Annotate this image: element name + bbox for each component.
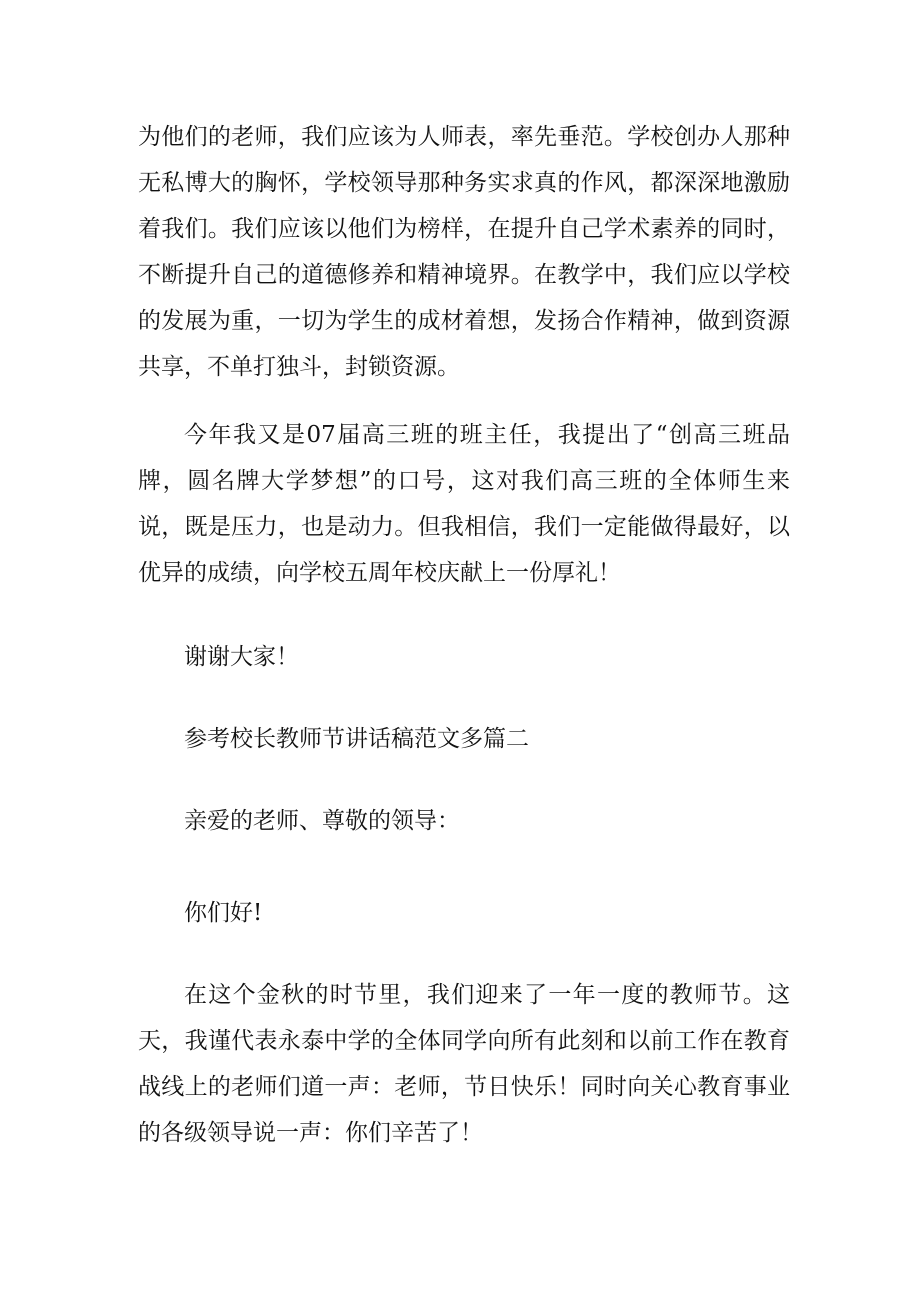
salutation: 亲爱的老师、尊敬的领导： <box>184 808 460 834</box>
section-heading: 参考校长教师节讲话稿范文多篇二 <box>184 726 529 752</box>
paragraph-class-goal: 今年我又是07届高三班的班主任，我提出了“创高三班品牌，圆名牌大学梦想”的口号，这对我们高三班的全体师生来说，既是压力，也是动力。但我相信，我们一定能做得最好，以优异的成绩，向学校五周年校庆献上一份厚礼！ <box>138 422 790 586</box>
greeting: 你们好! <box>184 900 263 926</box>
paragraph-continuation: 为他们的老师，我们应该为人师表，率先垂范。学校创办人那种无私博大的胸怀，学校领导那种务实求真的作风，都深深地激励着我们。我们应该以他们为榜样，在提升自己学术素养的同时，不断提升自己的道德修养和精神境界。在教学中，我们应以学校的发展为重，一切为学生的成材着想，发扬合作精神，做到资源共享，不单打独斗，封锁资源。 <box>138 124 790 380</box>
paragraph-thanks: 谢谢大家！ <box>184 644 299 670</box>
paragraph-teachers-day: 在这个金秋的时节里，我们迎来了一年一度的教师节。这天，我谨代表永泰中学的全体同学向所有此刻和以前工作在教育战线上的老师们道一声：老师，节日快乐！同时向关心教育事业的各级领导说一声：你们辛苦了！ <box>138 982 790 1146</box>
